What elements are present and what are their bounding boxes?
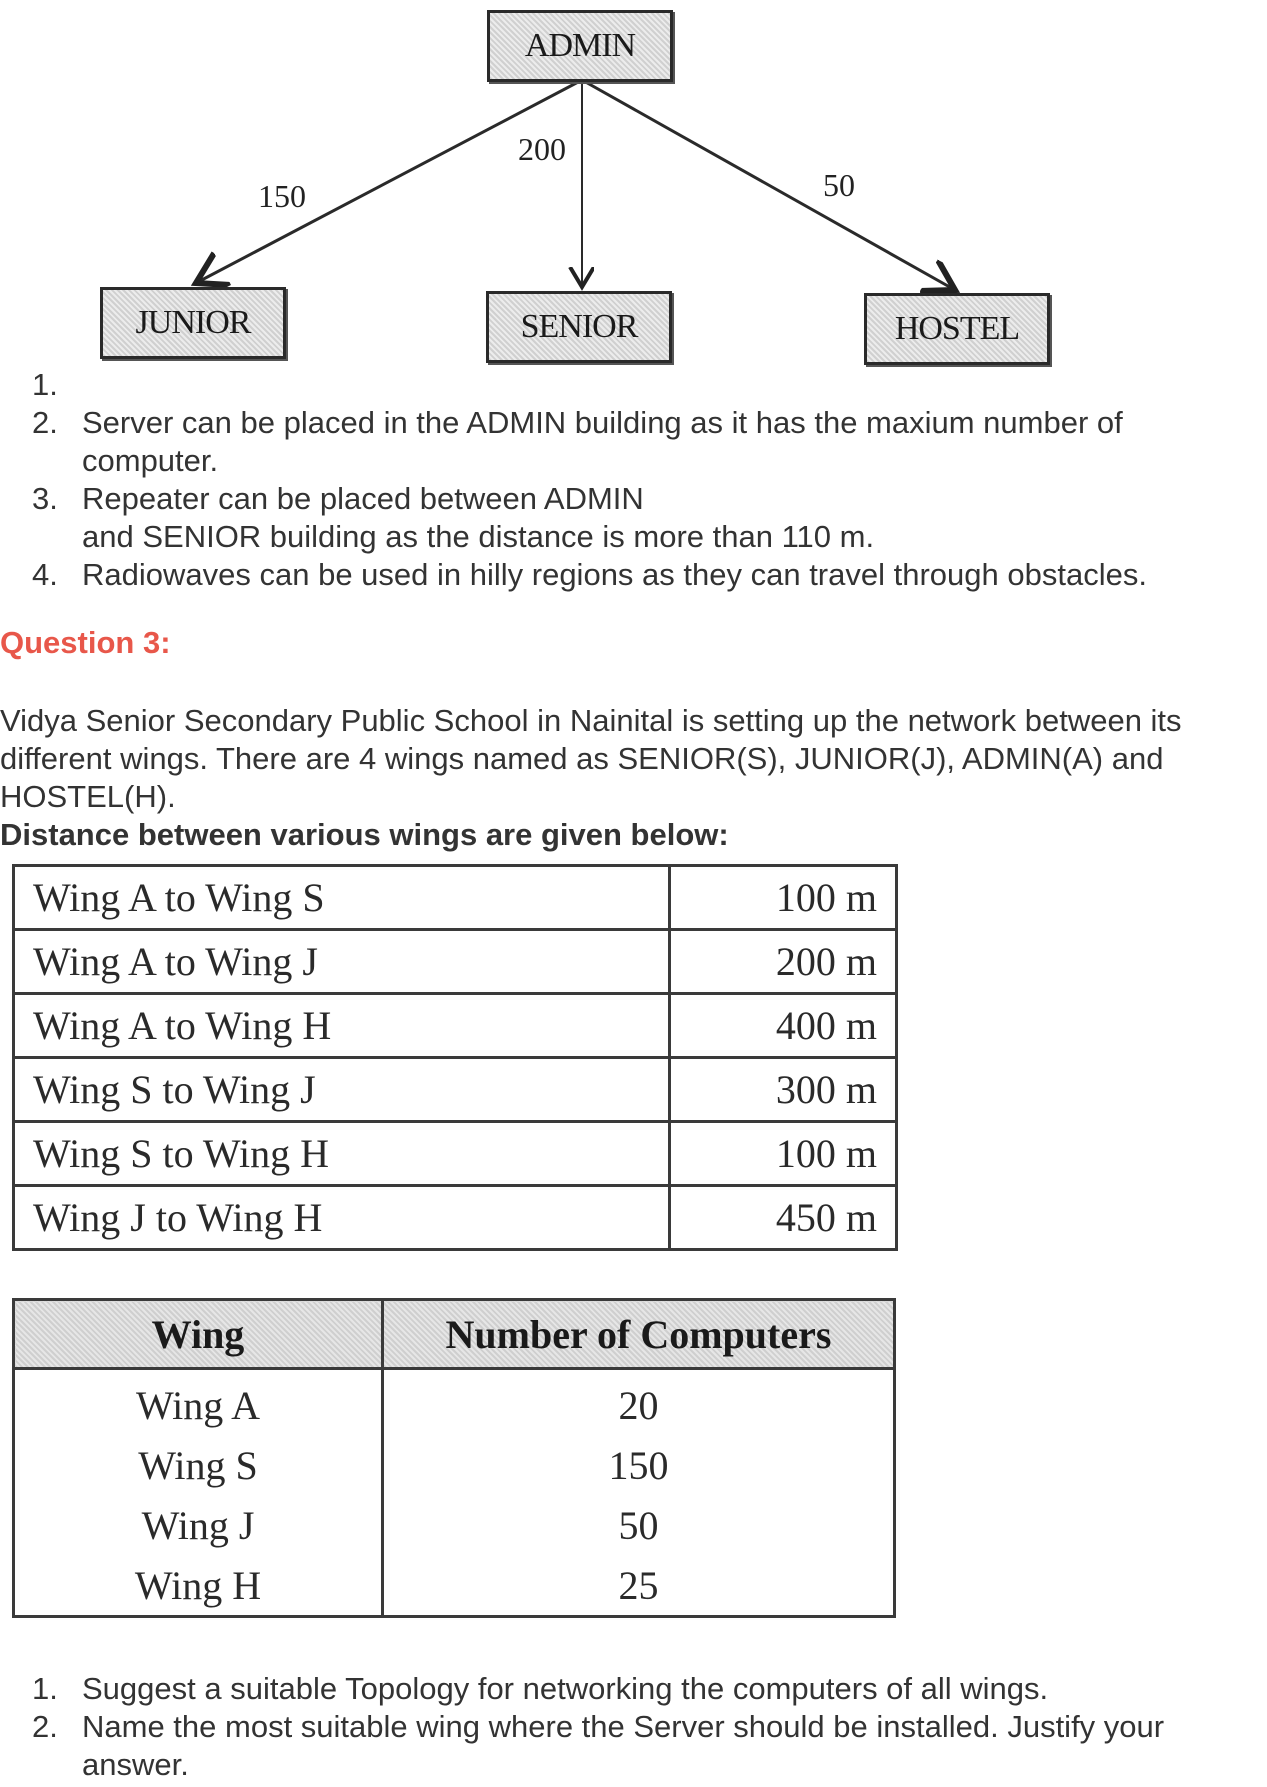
node-admin: ADMIN (487, 10, 673, 82)
sub-question-number: 1. (32, 1671, 58, 1706)
computer-count: 150 (383, 1435, 895, 1495)
table-row (14, 1186, 897, 1250)
question-title: Question 3: (0, 625, 171, 660)
wing-pair: Wing A to Wing S (14, 866, 670, 930)
answer-number: 2. (32, 405, 58, 440)
edge-label-senior: 200 (518, 131, 566, 167)
distance-value: 100 m (670, 1122, 897, 1186)
answer-text: Server can be placed in the ADMIN building as it has the maxium number of computer. (82, 405, 1123, 478)
computer-count: 25 (383, 1555, 895, 1617)
table-row (14, 1122, 897, 1186)
table-row (14, 866, 897, 930)
wing-pair: Wing S to Wing H (14, 1122, 670, 1186)
network-diagram (0, 0, 1267, 370)
distance-value: 450 m (670, 1186, 897, 1250)
answer-item (0, 556, 1267, 594)
column-header-wing: Wing (14, 1300, 383, 1369)
answer-number: 3. (32, 481, 58, 516)
table-row (14, 1058, 897, 1122)
distance-table (12, 864, 898, 1251)
question-subheading: Distance between various wings are given below: (0, 817, 729, 852)
computers-table (12, 1298, 896, 1618)
computer-count: 20 (383, 1369, 895, 1436)
wing-pair: Wing S to Wing J (14, 1058, 670, 1122)
answer-number: 4. (32, 557, 58, 592)
computer-count: 50 (383, 1495, 895, 1555)
table-row (14, 1369, 895, 1436)
wing-name: Wing S (14, 1435, 383, 1495)
edge-label-junior: 150 (258, 178, 306, 214)
wing-name: Wing H (14, 1555, 383, 1617)
edge-admin-junior (196, 80, 582, 283)
table-row (14, 1495, 895, 1555)
wing-pair: Wing A to Wing J (14, 930, 670, 994)
table-header-row (14, 1300, 895, 1369)
node-hostel: HOSTEL (864, 293, 1050, 365)
column-header-computers: Number of Computers (383, 1300, 895, 1369)
table-row (14, 1435, 895, 1495)
answer-text-continued: and SENIOR building as the distance is more than 110 m. (82, 519, 875, 554)
wing-name: Wing J (14, 1495, 383, 1555)
sub-question-item (0, 1708, 1267, 1784)
wing-pair: Wing J to Wing H (14, 1186, 670, 1250)
answer-number: 1. (32, 367, 58, 402)
answer-text: Repeater can be placed between ADMIN (82, 481, 644, 516)
table-row (14, 930, 897, 994)
answer-list (0, 366, 1267, 594)
answer-item (0, 366, 1267, 404)
sub-question-list (0, 1670, 1267, 1784)
sub-question-item (0, 1670, 1267, 1708)
sub-question-text: Name the most suitable wing where the Server should be installed. Justify your answer. (82, 1709, 1165, 1782)
node-junior: JUNIOR (100, 287, 286, 359)
edge-label-hostel: 50 (823, 167, 855, 203)
distance-value: 300 m (670, 1058, 897, 1122)
distance-value: 100 m (670, 866, 897, 930)
answer-item (0, 404, 1267, 480)
sub-question-number: 2. (32, 1709, 58, 1744)
answer-item (0, 480, 1267, 556)
table-row (14, 994, 897, 1058)
sub-question-text: Suggest a suitable Topology for networking the computers of all wings. (82, 1671, 1049, 1706)
edge-admin-hostel (582, 80, 955, 290)
wing-name: Wing A (14, 1369, 383, 1436)
distance-value: 400 m (670, 994, 897, 1058)
wing-pair: Wing A to Wing H (14, 994, 670, 1058)
table-row (14, 1555, 895, 1617)
distance-value: 200 m (670, 930, 897, 994)
answer-text: Radiowaves can be used in hilly regions as they can travel through obstacles. (82, 557, 1147, 592)
node-senior: SENIOR (486, 291, 672, 363)
question-text: Vidya Senior Secondary Public School in Nainital is setting up the network between its different wings. There are 4 wings named as SENIOR(S), JUNIOR(J), ADMIN(A) and HOSTEL(H). (0, 703, 1182, 814)
